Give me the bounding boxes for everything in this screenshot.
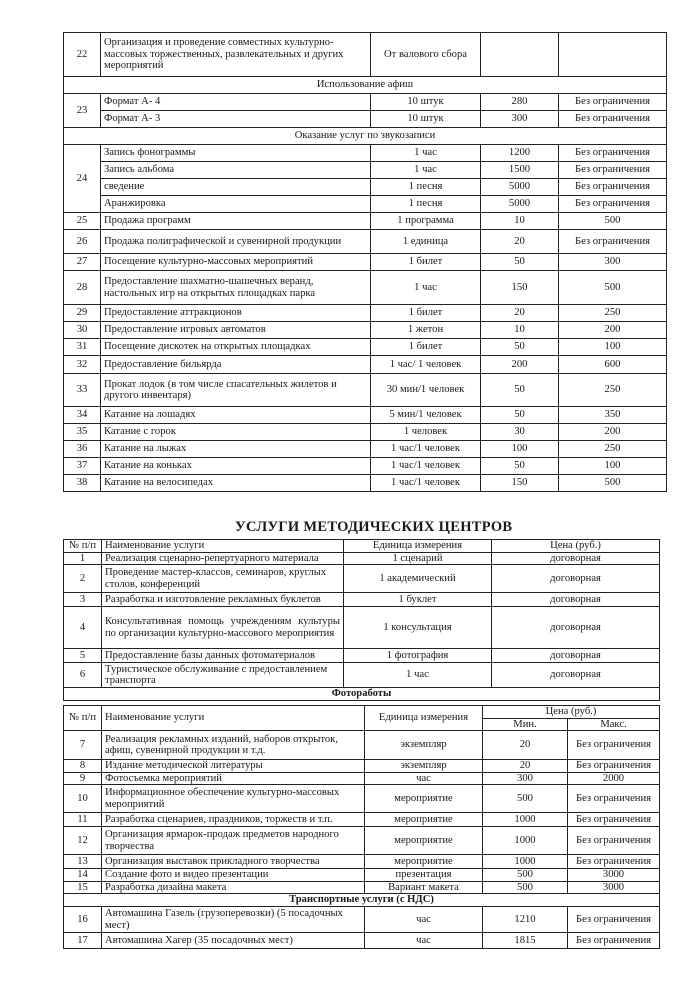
service-name: Прокат лодок (в том числе спасательных жилетов и другого инвентаря) xyxy=(101,374,371,407)
unit: 1 песня xyxy=(371,179,481,196)
price-min: 1000 xyxy=(483,813,568,827)
row-number: 23 xyxy=(64,94,101,128)
section-row xyxy=(64,894,660,907)
price-min: 500 xyxy=(483,881,568,894)
price-min: 1815 xyxy=(483,933,568,949)
price-max: 100 xyxy=(559,458,667,475)
price-max: 250 xyxy=(559,441,667,458)
price-min: 5000 xyxy=(481,196,559,213)
price-min: 280 xyxy=(481,94,559,111)
col-header-price: Цена (руб.) xyxy=(492,540,660,553)
unit: час xyxy=(365,907,483,933)
row-number: 35 xyxy=(64,424,101,441)
row-number: 26 xyxy=(64,230,101,254)
unit: 1 билет xyxy=(371,254,481,271)
price-min: 1200 xyxy=(481,145,559,162)
unit: 1 час/1 человек xyxy=(371,475,481,492)
service-name: Разработка дизайна макета xyxy=(102,881,365,894)
price-min: 5000 xyxy=(481,179,559,196)
table-row xyxy=(64,565,660,593)
section-row xyxy=(64,128,667,145)
service-name: Катание на велосипедах xyxy=(101,475,371,492)
col-header-num: № п/п xyxy=(64,706,102,731)
row-number: 29 xyxy=(64,305,101,322)
table-row xyxy=(64,649,660,663)
table-row xyxy=(64,111,667,128)
service-name: Проведение мастер-классов, семинаров, круглых столов, конференций xyxy=(102,565,344,593)
unit: 1 билет xyxy=(371,339,481,356)
table-row xyxy=(64,424,667,441)
price-min: 1000 xyxy=(483,855,568,869)
row-number: 38 xyxy=(64,475,101,492)
price-min: 30 xyxy=(481,424,559,441)
price-max: Без ограничения xyxy=(568,827,660,855)
service-name: Автомашина Хагер (35 посадочных мест) xyxy=(102,933,365,949)
unit: Вариант макета xyxy=(365,881,483,894)
price-min: 20 xyxy=(481,305,559,322)
col-header-min: Мин. xyxy=(483,718,568,731)
col-header-price: Цена (руб.) xyxy=(483,706,660,719)
row-number: 22 xyxy=(64,33,101,77)
price-max: Без ограничения xyxy=(568,785,660,813)
price-min: 200 xyxy=(481,356,559,374)
price-min: 50 xyxy=(481,339,559,356)
price-min: 300 xyxy=(481,111,559,128)
price: договорная xyxy=(492,649,660,663)
price-min: 300 xyxy=(483,772,568,785)
table-row xyxy=(64,933,660,949)
service-name: Продажа программ xyxy=(101,213,371,230)
tariff-table-top xyxy=(63,32,667,492)
service-name: Катание на коньках xyxy=(101,458,371,475)
price-max: 500 xyxy=(559,271,667,305)
service-name: Предоставление игровых автоматов xyxy=(101,322,371,339)
service-name: Организация выставок прикладного творчества xyxy=(102,855,365,869)
price-max: Без ограничения xyxy=(568,933,660,949)
row-number: 36 xyxy=(64,441,101,458)
row-number: 28 xyxy=(64,271,101,305)
row-number: 1 xyxy=(64,552,102,565)
unit: мероприятие xyxy=(365,855,483,869)
unit: 1 час/ 1 человек xyxy=(371,356,481,374)
price-min: 50 xyxy=(481,374,559,407)
price-max: Без ограничения xyxy=(568,907,660,933)
price: договорная xyxy=(492,565,660,593)
table-row xyxy=(64,827,660,855)
price-max: 3000 xyxy=(568,881,660,894)
price-max xyxy=(559,33,667,77)
price: договорная xyxy=(492,663,660,688)
price-max: Без ограничения xyxy=(559,111,667,128)
section-title: Оказание услуг по звукозаписи xyxy=(64,128,667,145)
row-number: 34 xyxy=(64,407,101,424)
col-header-num: № п/п xyxy=(64,540,102,553)
unit: От валового сбора xyxy=(371,33,481,77)
table-row xyxy=(64,179,667,196)
table-row xyxy=(64,731,660,760)
unit: экземпляр xyxy=(365,731,483,760)
price-min: 1500 xyxy=(481,162,559,179)
table-row xyxy=(64,254,667,271)
unit: мероприятие xyxy=(365,827,483,855)
row-number: 2 xyxy=(64,565,102,593)
service-name: Создание фото и видео презентации xyxy=(102,869,365,882)
table-row xyxy=(64,162,667,179)
price-max: Без ограничения xyxy=(559,230,667,254)
price-max: 200 xyxy=(559,424,667,441)
table-row xyxy=(64,33,667,77)
price-max: Без ограничения xyxy=(559,162,667,179)
service-name: Организация ярмарок-продаж предметов народного творчества xyxy=(102,827,365,855)
row-number: 24 xyxy=(64,145,101,213)
unit: 1 час xyxy=(371,271,481,305)
service-name: Предоставление бильярда xyxy=(101,356,371,374)
price-min: 20 xyxy=(483,731,568,760)
price-min: 50 xyxy=(481,254,559,271)
row-number: 30 xyxy=(64,322,101,339)
table-row xyxy=(64,475,667,492)
col-header-name: Наименование услуги xyxy=(102,540,344,553)
price-max: Без ограничения xyxy=(568,760,660,773)
price-min: 500 xyxy=(483,785,568,813)
unit: 1 жетон xyxy=(371,322,481,339)
table-header-row xyxy=(64,540,660,553)
table-row xyxy=(64,441,667,458)
row-number: 12 xyxy=(64,827,102,855)
service-name: Посещение дискотек на открытых площадках xyxy=(101,339,371,356)
price-max: Без ограничения xyxy=(559,94,667,111)
photo-services-table xyxy=(63,705,660,949)
section-title-photo: Фотоработы xyxy=(64,688,660,701)
table-row xyxy=(64,322,667,339)
table-row xyxy=(64,593,660,607)
unit: 1 час xyxy=(371,162,481,179)
row-number: 5 xyxy=(64,649,102,663)
service-name: Катание с горок xyxy=(101,424,371,441)
table-row xyxy=(64,374,667,407)
price: договорная xyxy=(492,593,660,607)
price-min: 100 xyxy=(481,441,559,458)
table-row xyxy=(64,213,667,230)
row-number: 3 xyxy=(64,593,102,607)
section-title: Использование афиш xyxy=(64,77,667,94)
unit: 1 человек xyxy=(371,424,481,441)
unit: 1 фотография xyxy=(344,649,492,663)
service-name: Консультативная помощь учреждениям культуры по организации культурно-массового мероприятия xyxy=(102,607,344,649)
row-number: 9 xyxy=(64,772,102,785)
row-number: 10 xyxy=(64,785,102,813)
price-max: 350 xyxy=(559,407,667,424)
unit: 1 программа xyxy=(371,213,481,230)
row-number: 37 xyxy=(64,458,101,475)
service-name: Посещение культурно-массовых мероприятий xyxy=(101,254,371,271)
service-name: Реализация рекламных изданий, наборов открыток, афиш, сувенирной продукции и т.д. xyxy=(102,731,365,760)
service-name: Предоставление базы данных фотоматериалов xyxy=(102,649,344,663)
table-row xyxy=(64,869,660,882)
row-number: 8 xyxy=(64,760,102,773)
price-min: 1210 xyxy=(483,907,568,933)
table-row xyxy=(64,407,667,424)
col-header-max: Макс. xyxy=(568,718,660,731)
unit: мероприятие xyxy=(365,785,483,813)
service-name: Разработка сценариев, праздников, торжеств и т.п. xyxy=(102,813,365,827)
unit: 1 единица xyxy=(371,230,481,254)
price-min xyxy=(481,33,559,77)
service-name: Автомашина Газель (грузоперевозки) (5 посадочных мест) xyxy=(102,907,365,933)
section-row xyxy=(64,77,667,94)
service-name: Формат А- 3 xyxy=(101,111,371,128)
service-name: Реализация сценарно-репертуарного материала xyxy=(102,552,344,565)
row-number: 15 xyxy=(64,881,102,894)
row-number: 14 xyxy=(64,869,102,882)
table-row xyxy=(64,663,660,688)
unit: презентация xyxy=(365,869,483,882)
unit: 1 консультация xyxy=(344,607,492,649)
unit: 1 академический xyxy=(344,565,492,593)
price-max: 300 xyxy=(559,254,667,271)
unit: час xyxy=(365,933,483,949)
price-min: 50 xyxy=(481,407,559,424)
row-number: 4 xyxy=(64,607,102,649)
price-max: 250 xyxy=(559,305,667,322)
price-max: Без ограничения xyxy=(559,179,667,196)
unit: 1 сценарий xyxy=(344,552,492,565)
table-row xyxy=(64,94,667,111)
row-number: 13 xyxy=(64,855,102,869)
price-max: Без ограничения xyxy=(559,145,667,162)
price-max: 600 xyxy=(559,356,667,374)
service-name: Разработка и изготовление рекламных буклетов xyxy=(102,593,344,607)
unit: 1 буклет xyxy=(344,593,492,607)
service-name: Продажа полиграфической и сувенирной продукции xyxy=(101,230,371,254)
row-number: 32 xyxy=(64,356,101,374)
price-max: 500 xyxy=(559,213,667,230)
unit: 1 час/1 человек xyxy=(371,458,481,475)
service-name: Формат А- 4 xyxy=(101,94,371,111)
unit: час xyxy=(365,772,483,785)
service-name: сведение xyxy=(101,179,371,196)
price-max: Без ограничения xyxy=(559,196,667,213)
service-name: Предоставление шахматно-шашечных веранд, настольных игр на открытых площадках парка xyxy=(101,271,371,305)
table-row xyxy=(64,855,660,869)
price-max: 3000 xyxy=(568,869,660,882)
service-name: Аранжировка xyxy=(101,196,371,213)
row-number: 25 xyxy=(64,213,101,230)
unit: 1 билет xyxy=(371,305,481,322)
unit: 10 штук xyxy=(371,111,481,128)
price-max: 500 xyxy=(559,475,667,492)
methodical-centers-heading: УСЛУГИ МЕТОДИЧЕСКИХ ЦЕНТРОВ xyxy=(235,519,513,535)
unit: 1 час xyxy=(371,145,481,162)
row-number: 7 xyxy=(64,731,102,760)
price-min: 20 xyxy=(481,230,559,254)
table-row xyxy=(64,230,667,254)
table-row xyxy=(64,356,667,374)
service-name: Организация и проведение совместных культурно-массовых торжественных, развлекательных и других мероприятий xyxy=(101,33,371,77)
unit: мероприятие xyxy=(365,813,483,827)
table-header-row xyxy=(64,706,660,719)
row-number: 31 xyxy=(64,339,101,356)
service-name: Запись фонограммы xyxy=(101,145,371,162)
service-name: Издание методической литературы xyxy=(102,760,365,773)
row-number: 17 xyxy=(64,933,102,949)
table-row xyxy=(64,607,660,649)
col-header-name: Наименование услуги xyxy=(102,706,365,731)
row-number: 16 xyxy=(64,907,102,933)
unit: 1 песня xyxy=(371,196,481,213)
unit: 5 мин/1 человек xyxy=(371,407,481,424)
service-name: Катание на лыжах xyxy=(101,441,371,458)
price-max: 100 xyxy=(559,339,667,356)
price-max: Без ограничения xyxy=(568,813,660,827)
price-min: 150 xyxy=(481,475,559,492)
table-row xyxy=(64,907,660,933)
service-name: Фотосъемка мероприятий xyxy=(102,772,365,785)
unit: 10 штук xyxy=(371,94,481,111)
col-header-unit: Единица измерения xyxy=(344,540,492,553)
price-min: 500 xyxy=(483,869,568,882)
price-max: 2000 xyxy=(568,772,660,785)
section-title-transport: Транспортные услуги (с НДС) xyxy=(64,894,660,907)
methodical-services-table xyxy=(63,539,660,701)
service-name: Информационное обеспечение культурно-массовых мероприятий xyxy=(102,785,365,813)
table-row xyxy=(64,760,660,773)
service-name: Запись альбома xyxy=(101,162,371,179)
unit: 1 час xyxy=(344,663,492,688)
row-number: 27 xyxy=(64,254,101,271)
col-header-unit: Единица измерения xyxy=(365,706,483,731)
price: договорная xyxy=(492,552,660,565)
price-max: 200 xyxy=(559,322,667,339)
price-min: 150 xyxy=(481,271,559,305)
table-row xyxy=(64,271,667,305)
table-row xyxy=(64,458,667,475)
table-row xyxy=(64,145,667,162)
price-max: Без ограничения xyxy=(568,731,660,760)
table-row xyxy=(64,785,660,813)
service-name: Туристическое обслуживание с предоставлением транспорта xyxy=(102,663,344,688)
price-max: 250 xyxy=(559,374,667,407)
service-name: Катание на лошадях xyxy=(101,407,371,424)
price: договорная xyxy=(492,607,660,649)
table-row xyxy=(64,772,660,785)
price-max: Без ограничения xyxy=(568,855,660,869)
price-min: 50 xyxy=(481,458,559,475)
table-row xyxy=(64,196,667,213)
row-number: 33 xyxy=(64,374,101,407)
price-min: 20 xyxy=(483,760,568,773)
table-row xyxy=(64,813,660,827)
table-row xyxy=(64,339,667,356)
unit: 1 час/1 человек xyxy=(371,441,481,458)
unit: 30 мин/1 человек xyxy=(371,374,481,407)
price-min: 1000 xyxy=(483,827,568,855)
table-row xyxy=(64,881,660,894)
section-row xyxy=(64,688,660,701)
row-number: 11 xyxy=(64,813,102,827)
table-row xyxy=(64,552,660,565)
unit: экземпляр xyxy=(365,760,483,773)
row-number: 6 xyxy=(64,663,102,688)
table-row xyxy=(64,305,667,322)
price-min: 10 xyxy=(481,322,559,339)
price-min: 10 xyxy=(481,213,559,230)
service-name: Предоставление аттракционов xyxy=(101,305,371,322)
